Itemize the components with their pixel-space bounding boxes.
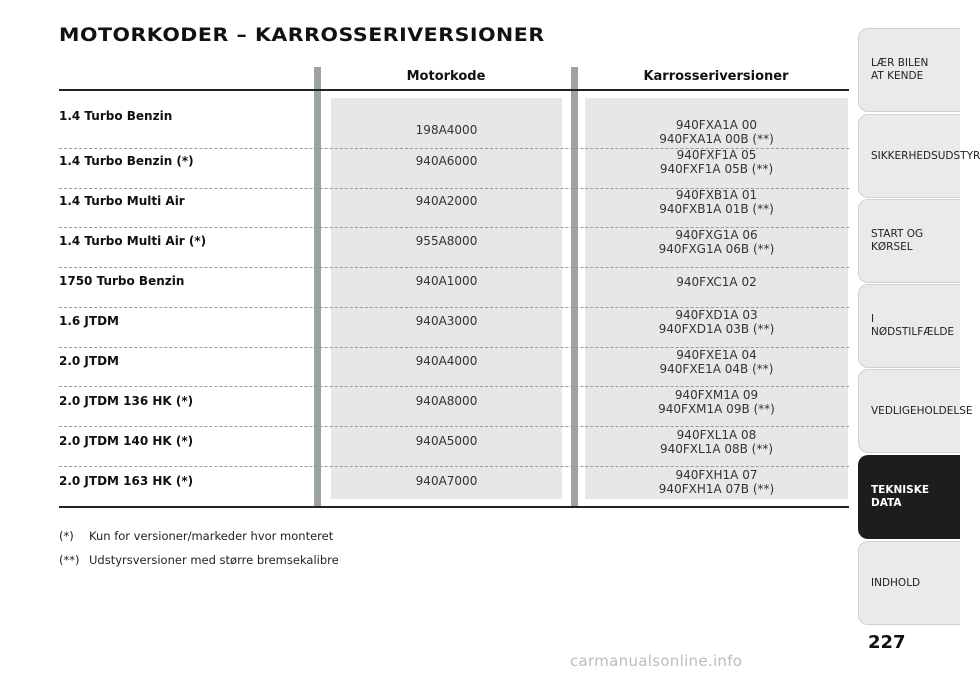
chapter-tab[interactable] bbox=[858, 199, 960, 283]
body-version-code: 940FXE1A 04 bbox=[676, 348, 757, 362]
row-divider bbox=[59, 426, 849, 427]
chapter-tab[interactable] bbox=[858, 28, 960, 112]
motor-code: 940A8000 bbox=[415, 394, 478, 408]
row-label: 2.0 JTDM bbox=[59, 354, 119, 368]
row-label: 1.4 Turbo Benzin bbox=[59, 109, 173, 123]
column-divider bbox=[314, 67, 321, 508]
row-divider bbox=[59, 267, 849, 268]
body-versions bbox=[585, 275, 848, 289]
table-bottom-rule bbox=[59, 506, 849, 508]
chapter-tab[interactable] bbox=[858, 284, 960, 368]
body-versions bbox=[585, 468, 848, 496]
watermark: carmanualsonline.info bbox=[570, 652, 743, 670]
chapter-tab-label: INDHOLD bbox=[871, 576, 921, 589]
body-version-code: 940FXA1A 00 bbox=[675, 118, 758, 132]
body-version-code: 940FXL1A 08 bbox=[676, 428, 757, 442]
row-label: 2.0 JTDM 136 HK (*) bbox=[59, 394, 194, 408]
chapter-tab-label: START OG KØRSEL bbox=[871, 228, 924, 253]
body-version-code: 940FXF1A 05 bbox=[676, 148, 757, 162]
row-label: 1.6 JTDM bbox=[59, 314, 119, 328]
body-version-code: 940FXB1A 01 bbox=[675, 188, 758, 202]
body-version-code: 940FXH1A 07 bbox=[675, 468, 758, 482]
body-version-code: 940FXG1A 06B (**) bbox=[658, 242, 775, 256]
motor-code: 940A3000 bbox=[415, 314, 478, 328]
body-version-code: 940FXF1A 05B (**) bbox=[659, 162, 774, 176]
motor-code: 940A4000 bbox=[415, 354, 478, 368]
row-label: 2.0 JTDM 163 HK (*) bbox=[59, 474, 194, 488]
row-label: 1750 Turbo Benzin bbox=[59, 274, 185, 288]
body-version-code: 940FXH1A 07B (**) bbox=[658, 482, 775, 496]
body-version-code: 940FXB1A 01B (**) bbox=[659, 202, 774, 216]
footnote bbox=[59, 553, 339, 567]
body-version-code: 940FXA1A 00B (**) bbox=[659, 132, 774, 146]
body-column-header: Karrosseriversioner bbox=[643, 69, 789, 84]
chapter-tab[interactable] bbox=[858, 114, 980, 198]
row-label: 1.4 Turbo Benzin (*) bbox=[59, 154, 194, 168]
footnote-text: Udstyrsversioner med større bremsekalibre bbox=[89, 553, 339, 567]
motor-column-header: Motorkode bbox=[406, 69, 486, 84]
chapter-tab-label: I NØDSTILFÆLDE bbox=[871, 313, 955, 338]
chapter-tab-label: TEKNISKE DATA bbox=[871, 484, 930, 509]
row-divider bbox=[59, 466, 849, 467]
motor-code: 940A5000 bbox=[415, 434, 478, 448]
body-version-code: 940FXM1A 09 bbox=[674, 388, 759, 402]
body-version-code: 940FXC1A 02 bbox=[676, 275, 757, 289]
body-version-code: 940FXM1A 09B (**) bbox=[658, 402, 775, 416]
row-label: 1.4 Turbo Multi Air bbox=[59, 194, 185, 208]
body-versions bbox=[585, 148, 848, 176]
motor-code: 955A8000 bbox=[415, 234, 478, 248]
body-version-code: 940FXL1A 08B (**) bbox=[659, 442, 774, 456]
motor-code: 940A2000 bbox=[415, 194, 478, 208]
footnote bbox=[59, 529, 333, 543]
row-label: 2.0 JTDM 140 HK (*) bbox=[59, 434, 194, 448]
body-versions bbox=[585, 428, 848, 456]
body-version-code: 940FXE1A 04B (**) bbox=[659, 362, 774, 376]
body-versions bbox=[585, 388, 848, 416]
motor-code: 198A4000 bbox=[415, 123, 478, 137]
chapter-tab[interactable] bbox=[858, 455, 960, 539]
body-version-code: 940FXD1A 03B (**) bbox=[658, 322, 775, 336]
body-version-code: 940FXD1A 03 bbox=[675, 308, 758, 322]
motor-code: 940A7000 bbox=[415, 474, 478, 488]
footnote-text: Kun for versioner/markeder hvor monteret bbox=[89, 529, 334, 543]
footnote-mark: (**) bbox=[59, 553, 80, 567]
footnote-mark: (*) bbox=[59, 529, 74, 543]
body-versions bbox=[585, 308, 848, 336]
chapter-tab[interactable] bbox=[858, 369, 973, 453]
chapter-tab-label: LÆR BILEN AT KENDE bbox=[871, 57, 929, 82]
motor-code: 940A6000 bbox=[415, 154, 478, 168]
body-version-code: 940FXG1A 06 bbox=[675, 228, 758, 242]
body-versions bbox=[585, 228, 848, 256]
motor-code: 940A1000 bbox=[415, 274, 478, 288]
column-divider bbox=[571, 67, 578, 508]
page-title: MOTORKODER – KARROSSERIVERSIONER bbox=[59, 24, 545, 46]
table-top-rule bbox=[59, 89, 849, 91]
body-versions bbox=[585, 348, 848, 376]
chapter-tab-label: VEDLIGEHOLDELSE bbox=[871, 404, 973, 417]
body-versions bbox=[585, 118, 848, 146]
page-number: 227 bbox=[868, 632, 906, 653]
chapter-tab[interactable] bbox=[858, 541, 960, 625]
body-versions bbox=[585, 188, 848, 216]
row-label: 1.4 Turbo Multi Air (*) bbox=[59, 234, 207, 248]
chapter-tab-label: SIKKERHEDSUDSTYR bbox=[871, 149, 980, 162]
